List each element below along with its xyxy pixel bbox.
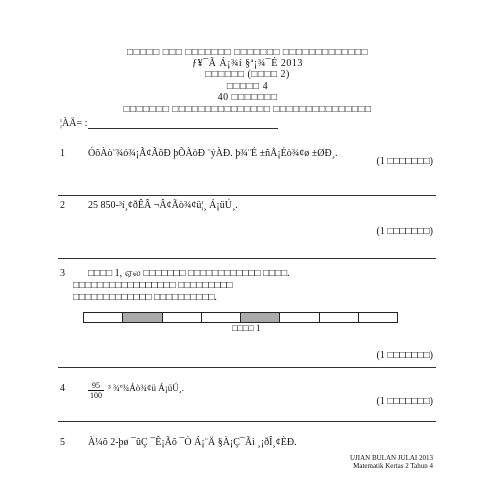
answer-line <box>58 421 436 422</box>
bar-cell <box>84 313 123 322</box>
answer-line <box>58 195 436 196</box>
question-text: □□□□□□□□□□□□□ □□□□□□□□□□. <box>73 292 217 303</box>
fraction-bar-diagram <box>83 312 398 323</box>
bar-cell-shaded <box>241 313 280 322</box>
question-number: 4 <box>60 383 65 394</box>
question-text: □□□□ 1, ஏல □□□□□□□ □□□□□□□□□□□□ □□□□. <box>88 268 290 279</box>
question-number: 3 <box>60 268 65 279</box>
instruction-line: □□□□□□□ □□□□□□□□□□□□□□□ □□□□□□□□□□□□□□□ <box>123 104 372 115</box>
footer-exam-name: UJIAN BULAN JULAI 2013 <box>349 454 433 462</box>
bar-cell <box>202 313 241 322</box>
footer-paper-name: Matematik Kertas 2 Tahun 4 <box>353 462 433 470</box>
marks-label: (1 □□□□□□□) <box>376 156 433 167</box>
question-number: 1 <box>60 148 65 159</box>
question-text: À¼õ 2-þø ¯ûÇ ¯Ê¡Ãõ ¯Ò Á¡¨Ä §À¡Ç¯Ãì ¸¡ðÎ¸¢ÈÐ. <box>88 437 297 448</box>
answer-line <box>58 367 436 368</box>
year-label: □□□□□ 4 <box>226 81 269 92</box>
bar-cell <box>280 313 319 322</box>
question-number: 5 <box>60 437 65 448</box>
duration-label: 40 □□□□□□□ <box>217 92 278 103</box>
bar-cell-shaded <box>123 313 162 322</box>
exam-title-line: □□□□□ □□□ □□□□□□□ □□□□□□□ □□□□□□□□□□□□□ <box>127 47 368 58</box>
name-label: ¦ÀÄ= : <box>60 118 88 129</box>
marks-label: (1 □□□□□□□) <box>376 396 433 407</box>
bar-cell <box>320 313 359 322</box>
question-text: ³ ¾º¾Áò¾¢ü Á¡üÚ¸. <box>108 383 184 393</box>
question-text: ÓõÀò¨¾ó¾¡Ã¢ÃõÐ þÕÀòÐ ¨ýÀÐ. þ¾¨É ±ñÅ¡Éò¾¢ø ±ØÐ¸. <box>88 148 338 159</box>
question-number: 2 <box>60 200 65 211</box>
marks-label: (1 □□□□□□□) <box>376 226 433 237</box>
name-field[interactable] <box>88 128 278 129</box>
question-text: 25 850-³í¸¢ðÊÂ ¬Â¢Ãò¾¢ü¦¸ Á¡üÚ¸. <box>88 200 238 211</box>
bar-cell <box>359 313 397 322</box>
exam-subtitle: ƒ¥¯Ã Á¡¾í §ª¡¾¯É 2013 <box>192 58 303 69</box>
answer-line <box>58 258 436 259</box>
fraction-numerator: 95 <box>92 381 100 390</box>
bar-cell <box>163 313 202 322</box>
marks-label: (1 □□□□□□□) <box>376 350 433 361</box>
fraction-denominator: 100 <box>90 391 102 400</box>
paper-label: □□□□□□ (□□□□ 2) <box>205 69 290 80</box>
figure-label: □□□□ 1 <box>232 323 261 333</box>
fraction <box>88 381 104 400</box>
question-text: □□□□□□□□□□□□□□□□□ □□□□□□□□□ <box>73 280 233 291</box>
